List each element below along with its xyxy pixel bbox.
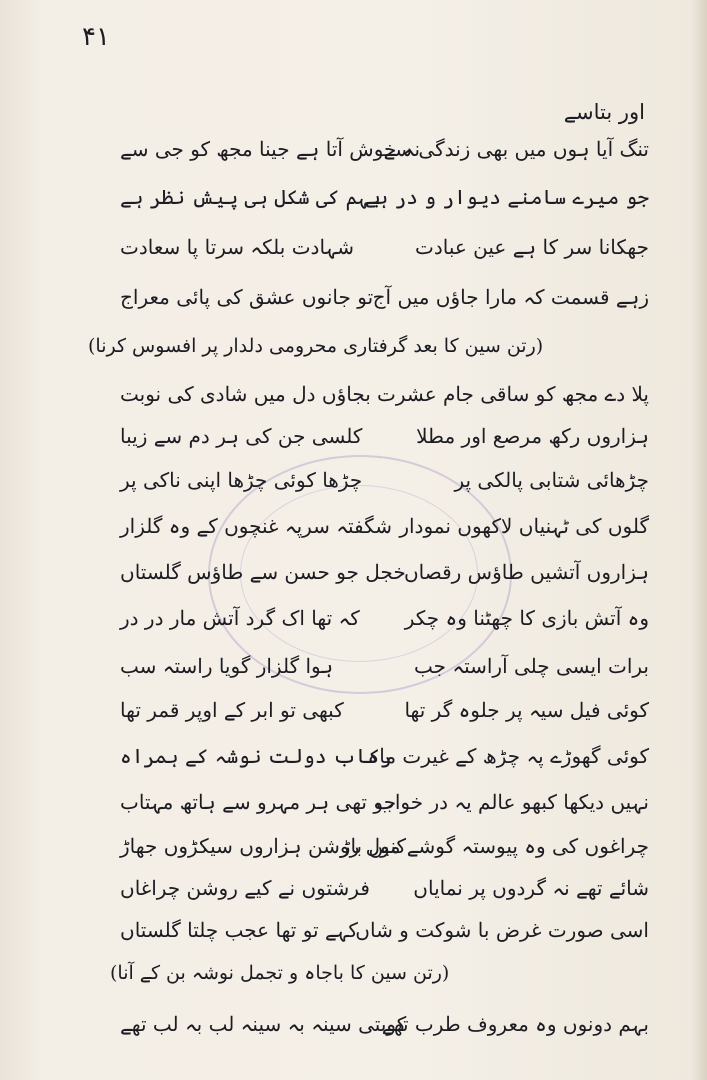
verse-line: چڑھا کوئی چڑھا اپنی ناکی پر: [120, 468, 363, 492]
verse-line: گلوں کی ٹہنیاں لاکھوں نمودار: [399, 514, 649, 538]
verse-line: شگفتہ سرپہ غنچوں کے وہ گلزار: [120, 514, 392, 538]
verse-line: کبھی تو ابر کے اوپر قمر تھا: [120, 698, 344, 722]
verse-line: کوئی فیل سیہ پر جلوہ گر تھا: [404, 698, 649, 722]
verse-line: ہزاروں آتشیں طاؤس رقصاں: [403, 560, 649, 584]
verse-line: بہم کی شکل ہی پیش نظر ہے: [120, 185, 381, 209]
verse-line: شائے تھے نہ گردوں پر نمایاں: [413, 876, 649, 900]
verse-line: نہیں دیکھا کبھو عالم یہ در خواب: [376, 790, 649, 814]
verse-line: ہزاروں رکھ مرصع اور مطلا: [416, 424, 649, 448]
verse-line: اسی صورت غرض با شوکت و شاں: [355, 918, 649, 942]
verse-line: کوئی گھوڑے پہ چڑھ کے غیرت ماہ: [367, 744, 649, 768]
verse-line: وہ آتش بازی کا چھٹنا وہ چکر: [404, 606, 649, 630]
page-edge-shadow: [691, 0, 707, 1080]
verse-line: کنول روشن ہزاروں سیکڑوں جھاڑ: [120, 834, 407, 858]
section-note: (رتن سین کا باجاہ و تجمل نوشہ بن کے آنا): [110, 962, 450, 984]
verse-line: تو جانوں عشق کی پائی معراج: [120, 285, 374, 309]
section-heading: اور بتاسے: [563, 100, 645, 124]
verse-line: جو تھی ہر مہرو سے ہاتھ مہتاب: [120, 790, 397, 814]
verse-line: فرشتوں نے کیے روشن چراغاں: [120, 876, 370, 900]
verse-line: زہے قسمت کہ مارا جاؤں میں آج: [372, 285, 649, 309]
verse-line: برات ایسی چلی آراستہ جب: [414, 654, 649, 678]
verse-line: جو میرے سامنے دیوار و در ہے: [364, 185, 649, 209]
verse-line: تنگ آیا ہوں میں بھی زندگی سے: [383, 137, 649, 161]
verse-line: جھکانا سر کا ہے عین عبادت: [414, 235, 649, 259]
verse-line: چراغوں کی وہ پیوستہ گوشے میں باڑ: [340, 834, 649, 858]
verse-line: کہے تو تھا عجب چلتا گلستاں: [120, 918, 358, 942]
verse-line: بہم دونوں وہ معروف طرب تھے: [382, 1012, 649, 1036]
verse-line: چڑھائی شتابی پالکی پر: [454, 468, 649, 492]
page-number: ۴۱: [82, 22, 110, 52]
verse-line: کلسی جن کی ہر دم سے زیبا: [120, 424, 363, 448]
verse-line: نہ خوش آتا ہے جینا مجھ کو جی سے: [120, 137, 421, 161]
verse-line: کوبتی سینہ بہ سینہ لب بہ لب تھے: [120, 1012, 407, 1036]
verse-line: کہ تھا اک گرد آتش مار در در: [120, 606, 360, 630]
section-note: (رتن سین کا بعد گرفتاری محرومی دلدار پر افسوس کرنا): [88, 335, 544, 357]
verse-line: ہوا گلزار گویا راستہ سب: [120, 654, 334, 678]
verse-line: بجاؤں دل میں شادی کی نوبت: [120, 382, 371, 406]
verse-line: شہادت بلکہ سرتا پا سعادت: [120, 235, 355, 259]
verse-line: رکاب دولت نوشہ کے ہمراہ: [120, 744, 392, 768]
verse-line: خجل جو حسن سے طاؤس گلستاں: [120, 560, 406, 584]
verse-line: پلا دے مجھ کو ساقی جام عشرت: [377, 382, 649, 406]
